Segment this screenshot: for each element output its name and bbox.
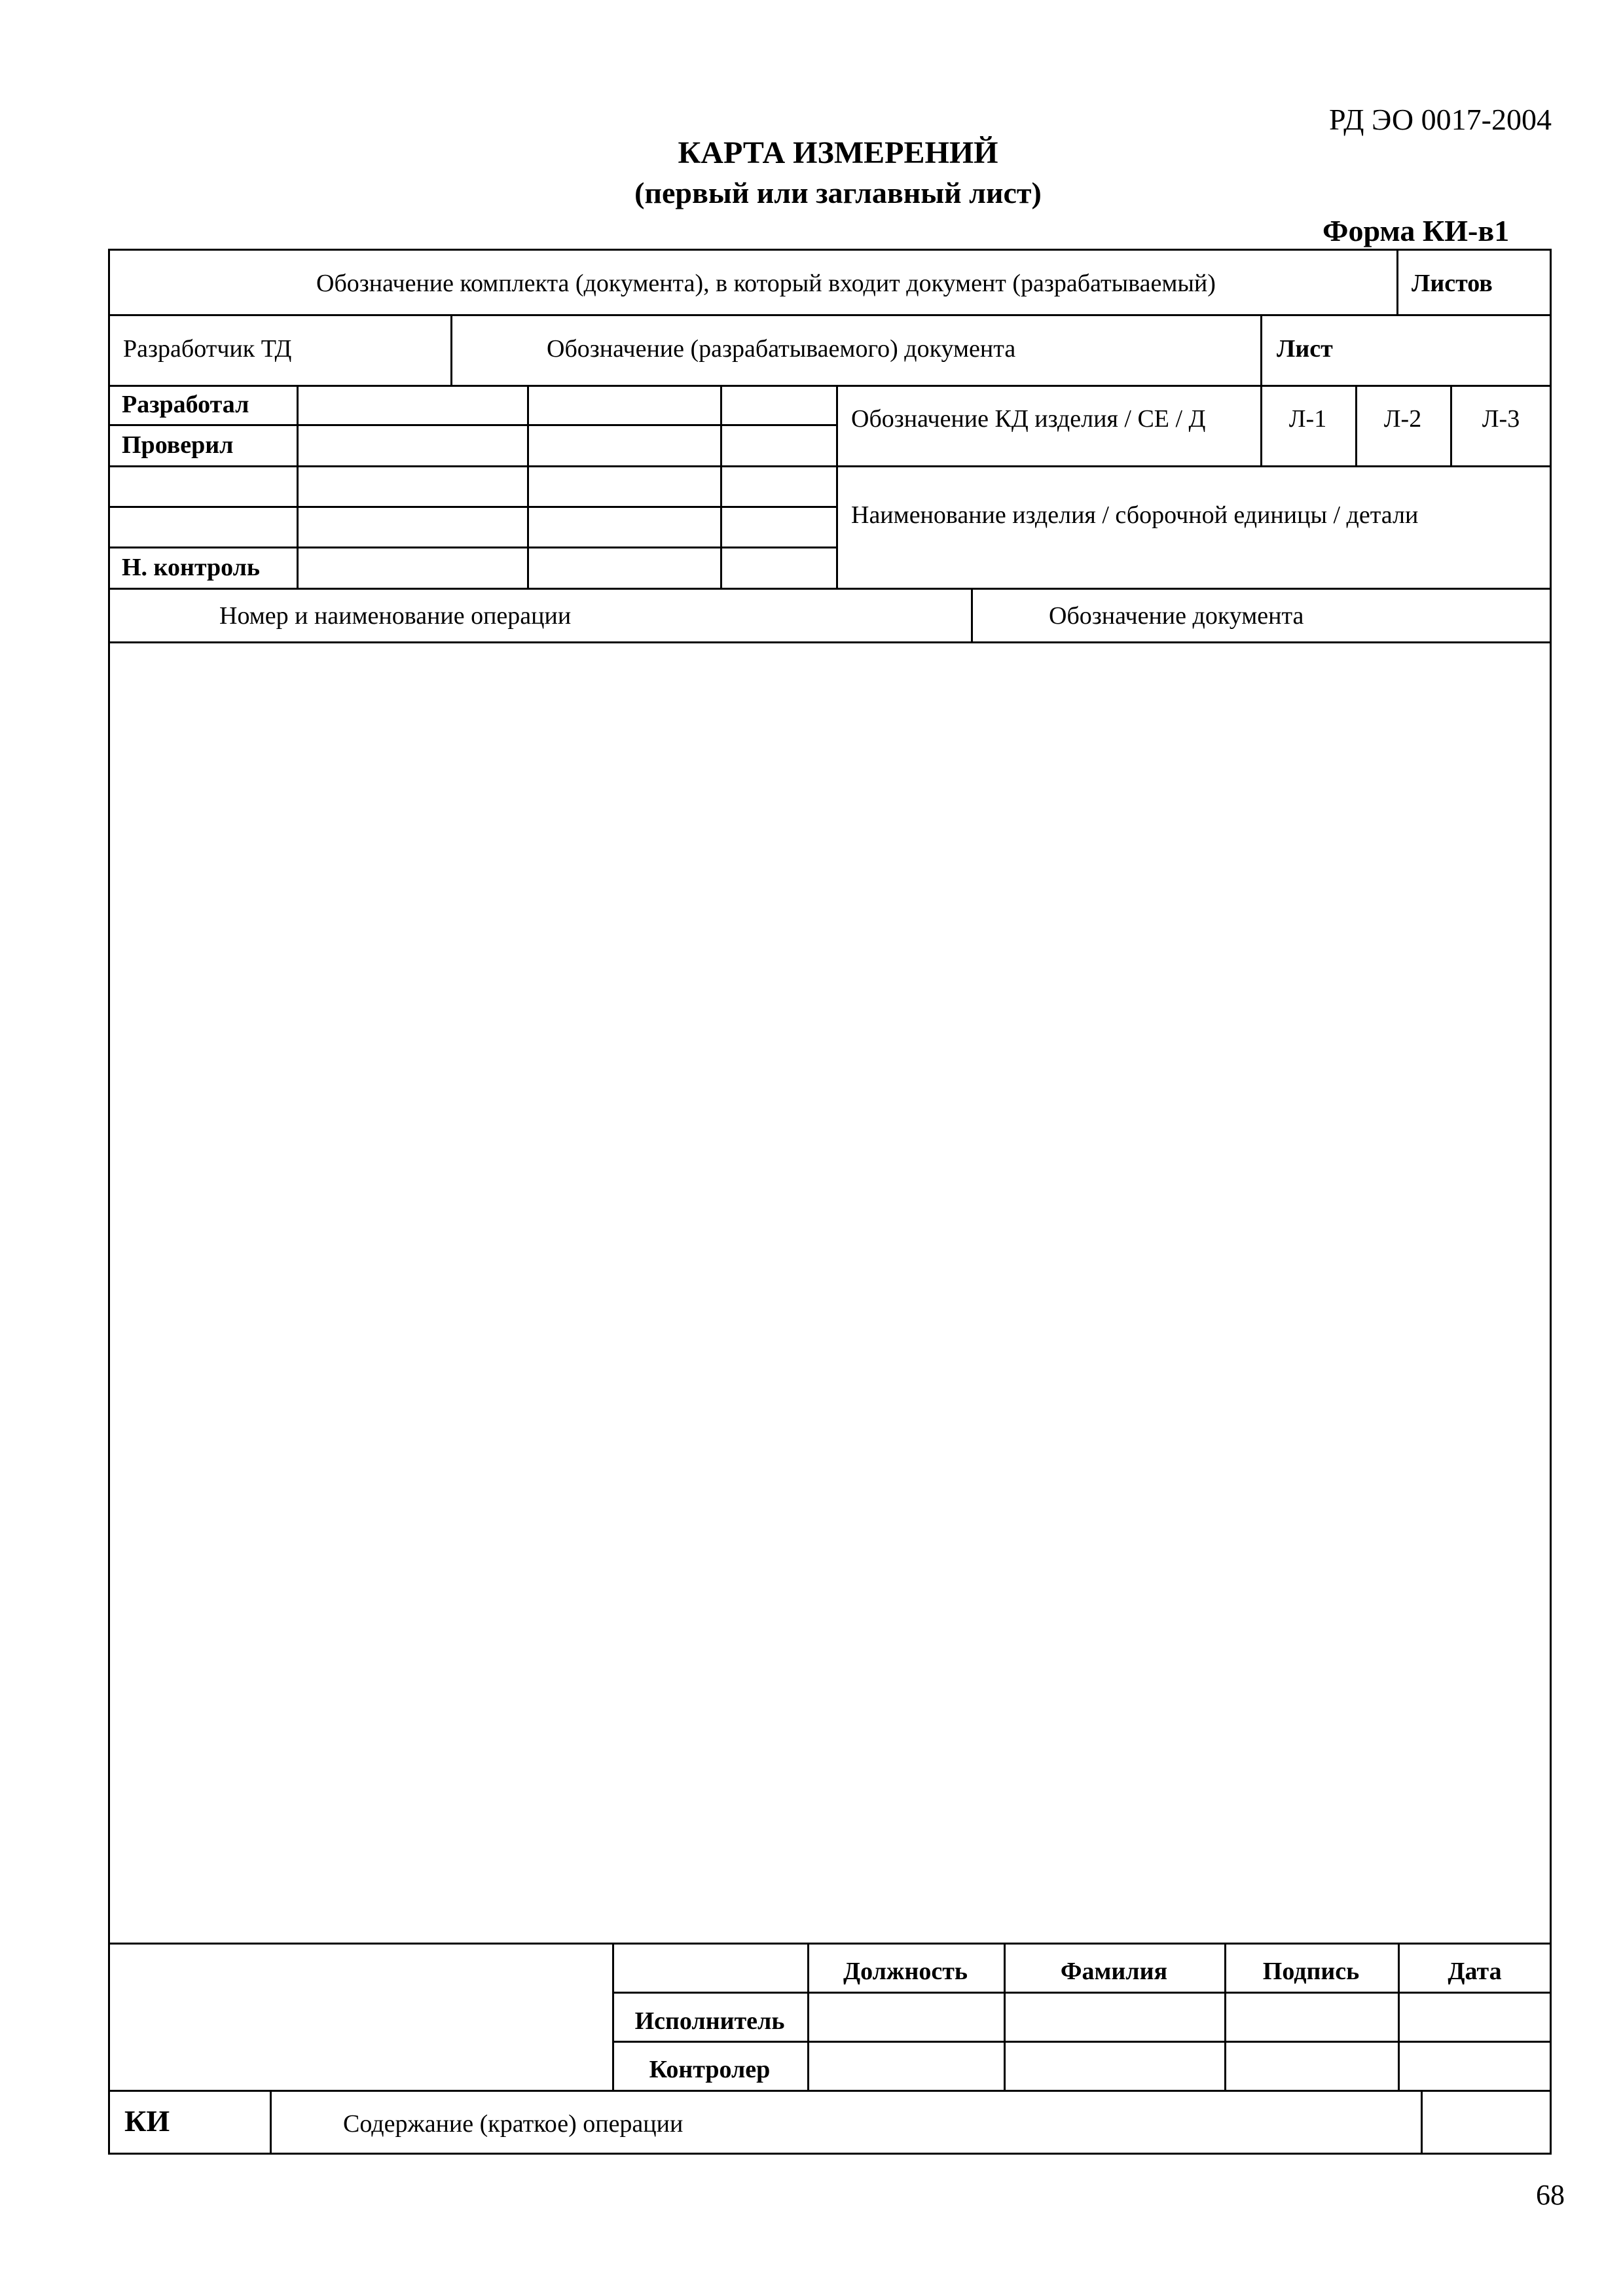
row-divider xyxy=(108,1943,1552,1945)
row-divider xyxy=(108,424,838,426)
col-divider xyxy=(971,588,973,641)
col-divider xyxy=(836,385,838,588)
developed-label: Разработал xyxy=(122,391,249,418)
row-divider xyxy=(108,588,1552,590)
page-title: КАРТА ИЗМЕРЕНИЙ xyxy=(678,135,998,170)
signature-header: Подпись xyxy=(1262,1958,1360,1985)
col-divider xyxy=(527,385,529,588)
row-divider xyxy=(108,2090,1552,2092)
kit-designation-label: Обозначение комплекта (документа), в который входит документ (разрабатываемый) xyxy=(316,270,1216,297)
col-divider xyxy=(270,2090,272,2155)
date-header: Дата xyxy=(1448,1958,1502,1985)
content-label: Содержание (краткое) операции xyxy=(343,2110,684,2138)
col-divider xyxy=(1421,2090,1423,2155)
row-divider xyxy=(108,547,838,548)
row-divider xyxy=(108,314,1552,316)
norm-control-label: Н. контроль xyxy=(122,554,261,581)
row-divider xyxy=(108,506,838,508)
row-divider xyxy=(108,641,1552,643)
position-header: Должность xyxy=(843,1958,968,1985)
col-divider xyxy=(720,385,722,588)
executor-label: Исполнитель xyxy=(634,2007,785,2035)
page-number: 68 xyxy=(1536,2179,1565,2211)
form-frame xyxy=(108,249,1552,2155)
row-divider xyxy=(612,2041,1552,2043)
page-subtitle: (первый или заглавный лист) xyxy=(634,176,1042,209)
col-divider xyxy=(1396,249,1398,314)
form-label: Форма КИ-в1 xyxy=(1322,214,1510,247)
controller-label: Контролер xyxy=(649,2056,771,2083)
sheet-l1-label: Л-1 xyxy=(1288,405,1327,433)
kd-designation-label: Обозначение КД изделия / СЕ / Д xyxy=(851,405,1206,433)
col-divider xyxy=(1260,314,1262,385)
doc-code: РД ЭО 0017-2004 xyxy=(1329,103,1552,136)
ki-label: КИ xyxy=(124,2104,170,2138)
surname-header: Фамилия xyxy=(1060,1958,1168,1985)
doc-designation-label: Обозначение (разрабатываемого) документа xyxy=(547,335,1016,363)
sheets-label: Листов xyxy=(1412,270,1493,297)
operation-label: Номер и наименование операции xyxy=(219,602,572,630)
checked-label: Проверил xyxy=(122,431,234,459)
sheet-l2-label: Л-2 xyxy=(1383,405,1422,433)
row-divider xyxy=(612,1992,1552,1994)
document-label: Обозначение документа xyxy=(1049,602,1304,630)
row-divider xyxy=(108,465,1552,467)
td-developer-label: Разработчик ТД xyxy=(123,335,292,363)
sheet-label: Лист xyxy=(1277,335,1333,363)
sheet-l3-label: Л-3 xyxy=(1482,405,1520,433)
row-divider xyxy=(108,385,1552,387)
col-divider xyxy=(450,314,452,385)
item-name-label: Наименование изделия / сборочной единицы / детали xyxy=(851,501,1419,529)
col-divider xyxy=(297,385,299,588)
